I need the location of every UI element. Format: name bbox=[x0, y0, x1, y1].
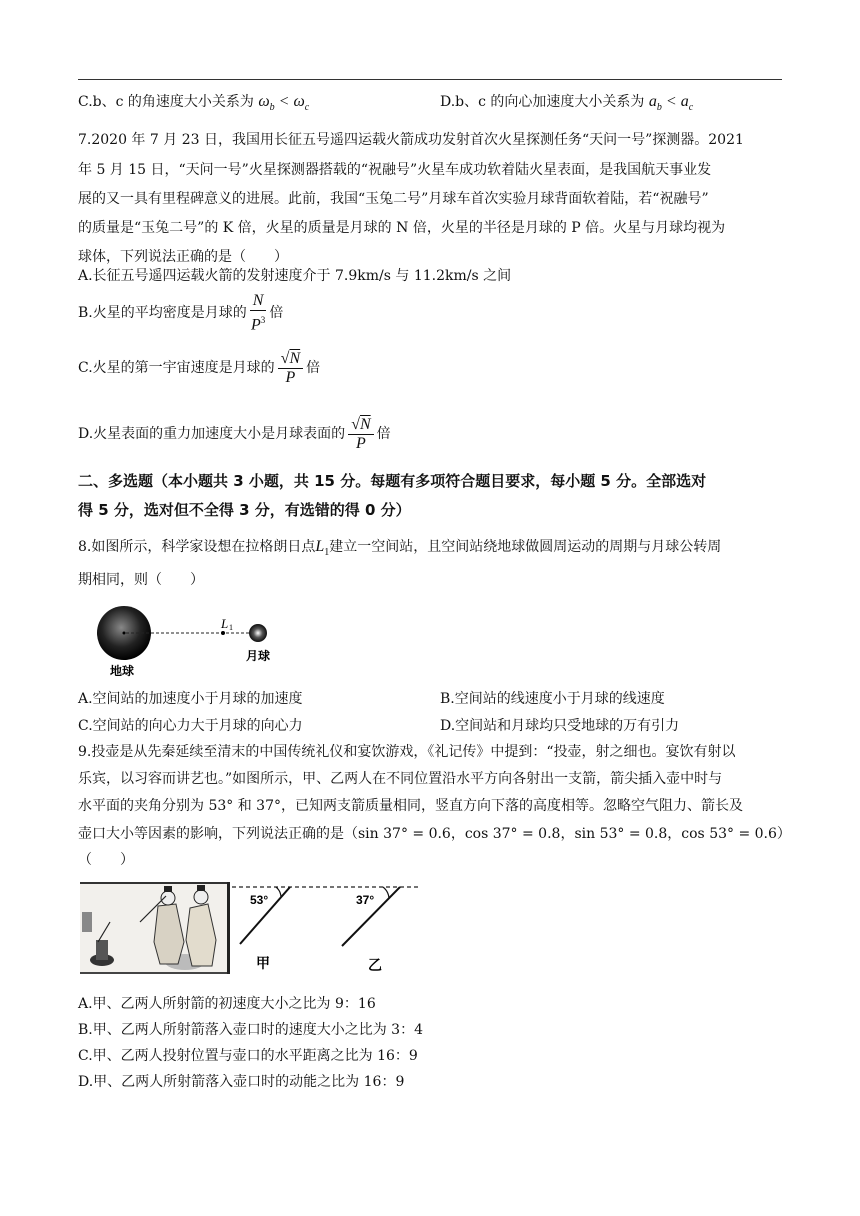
q9-line-2: 乐宾，以习容而讲艺也。”如图所示，甲、乙两人在不同位置沿水平方向各射出一支箭，箭尖插入壶中时与 bbox=[78, 771, 723, 787]
q8-line-1-post: 建立一空间站，且空间站绕地球做圆周运动的周期与月球公转周 bbox=[329, 539, 722, 555]
angle-53-label: 53° bbox=[250, 893, 269, 907]
q8-l1-symbol: $L_1$ bbox=[315, 538, 330, 559]
l1-point bbox=[221, 631, 225, 635]
section-2-heading-line-1: 二、多选题（本小题共 3 小题，共 15 分。每题有多项符合题目要求，每小题 5 分。全部选对 bbox=[78, 472, 707, 490]
q6-option-d-math: $a_b < a_c$ bbox=[648, 93, 694, 114]
q9-option-a: A.甲、乙两人所射箭的初速度大小之比为 9：16 bbox=[78, 996, 376, 1012]
q7-line-3: 展的又一具有里程碑意义的进展。此前，我国“玉兔二号”月球车首次实验月球背面软着陆，若“祝融号” bbox=[78, 191, 709, 207]
q6-option-c-math: $\omega_b < \omega_c$ bbox=[258, 93, 310, 114]
q7-line-5: 球体，下列说法正确的是（ ） bbox=[78, 249, 288, 265]
angle-37-label: 37° bbox=[356, 893, 375, 907]
q9-line-5: （ ） bbox=[78, 852, 134, 868]
l1-label: L bbox=[221, 616, 229, 631]
q9-option-c: C.甲、乙两人投射位置与壶口的水平距离之比为 16：9 bbox=[78, 1048, 418, 1064]
q7-line-1: 7.2020 年 7 月 23 日，我国用长征五号遥四运载火箭成功发射首次火星探测任务“天问一号”探测器。2021 bbox=[78, 132, 744, 148]
q9-option-b: B.甲、乙两人所射箭落入壶口时的速度大小之比为 3：4 bbox=[78, 1022, 424, 1038]
earth-label: 地球 bbox=[110, 664, 135, 678]
q6-option-d-text: D.b、c 的向心加速度大小关系为 bbox=[440, 94, 645, 110]
q7-option-d-text: D.火星表面的重力加速度大小是月球表面的 bbox=[78, 426, 346, 442]
q8-option-b: B.空间站的线速度小于月球的线速度 bbox=[440, 691, 665, 707]
q9-line-3: 水平面的夹角分别为 53° 和 37°，已知两支箭质量相同，竖直方向下落的高度相等。忽略空气阻力、箭长及 bbox=[78, 798, 743, 814]
svg-text:1: 1 bbox=[229, 623, 233, 632]
q7-option-b-fraction: $\frac{N}{P^3}$ bbox=[250, 292, 266, 334]
q7-option-c bbox=[78, 346, 320, 390]
q6-option-c bbox=[78, 92, 309, 118]
touhu-figure bbox=[80, 882, 422, 974]
q8-option-c: C.空间站的向心力大于月球的向心力 bbox=[78, 718, 303, 734]
earth-moon-lagrange-figure bbox=[92, 598, 282, 680]
moon-label: 月球 bbox=[246, 649, 271, 663]
q7-option-c-fraction: $\frac{√N}{P}$ bbox=[278, 350, 303, 387]
q7-option-d-fraction: $\frac{√N}{P}$ bbox=[348, 416, 373, 453]
moon-icon bbox=[249, 624, 267, 642]
section-2-heading-line-2: 得 5 分，选对但不全得 3 分，有选错的得 0 分） bbox=[78, 501, 411, 519]
q8-option-d: D.空间站和月球均只受地球的万有引力 bbox=[440, 718, 680, 734]
q9-line-1: 9.投壶是从先秦延续至清末的中国传统礼仪和宴饮游戏，《礼记传》中提到：“投壶，射之细也。宴饮有射以 bbox=[78, 744, 736, 760]
q7-line-4: 的质量是“玉兔二号”的 K 倍，火星的质量是月球的 N 倍，火星的半径是月球的 P 倍。火星与月球均视为 bbox=[78, 220, 726, 236]
q7-option-d bbox=[78, 412, 391, 456]
yi-label: 乙 bbox=[368, 958, 382, 974]
q7-option-c-text: C.火星的第一宇宙速度是月球的 bbox=[78, 360, 275, 376]
q8-line-1 bbox=[78, 537, 721, 563]
q8-option-a: A.空间站的加速度小于月球的加速度 bbox=[78, 691, 303, 707]
q7-option-d-unit: 倍 bbox=[376, 426, 391, 442]
q6-option-d bbox=[440, 92, 693, 118]
q6-option-c-text: C.b、c 的角速度大小关系为 bbox=[78, 94, 254, 110]
header-rule bbox=[78, 79, 782, 80]
q9-option-d: D.甲、乙两人所射箭落入壶口时的动能之比为 16：9 bbox=[78, 1074, 405, 1090]
q7-line-2: 年 5 月 15 日，“天问一号”火星探测器搭载的“祝融号”火星车成功软着陆火星表面，是我国航天事业发 bbox=[78, 162, 712, 178]
q7-option-b-unit: 倍 bbox=[269, 305, 284, 322]
q7-option-b-text: B.火星的平均密度是月球的 bbox=[78, 305, 247, 322]
q8-line-1-pre: 8.如图所示，科学家设想在拉格朗日点 bbox=[78, 539, 316, 555]
q7-option-a: A.长征五号遥四运载火箭的发射速度介于 7.9km/s 与 11.2km/s 之间 bbox=[78, 268, 512, 284]
q9-line-4: 壶口大小等因素的影响，下列说法正确的是（sin 37° = 0.6，cos 37° = 0.8，sin 53° = 0.8，cos 53° = 0.6） bbox=[78, 826, 791, 842]
q8-line-2: 期相同，则（ ） bbox=[78, 572, 204, 588]
q7-option-b bbox=[78, 292, 283, 334]
jia-label: 甲 bbox=[256, 956, 270, 972]
q7-option-c-unit: 倍 bbox=[306, 360, 321, 376]
